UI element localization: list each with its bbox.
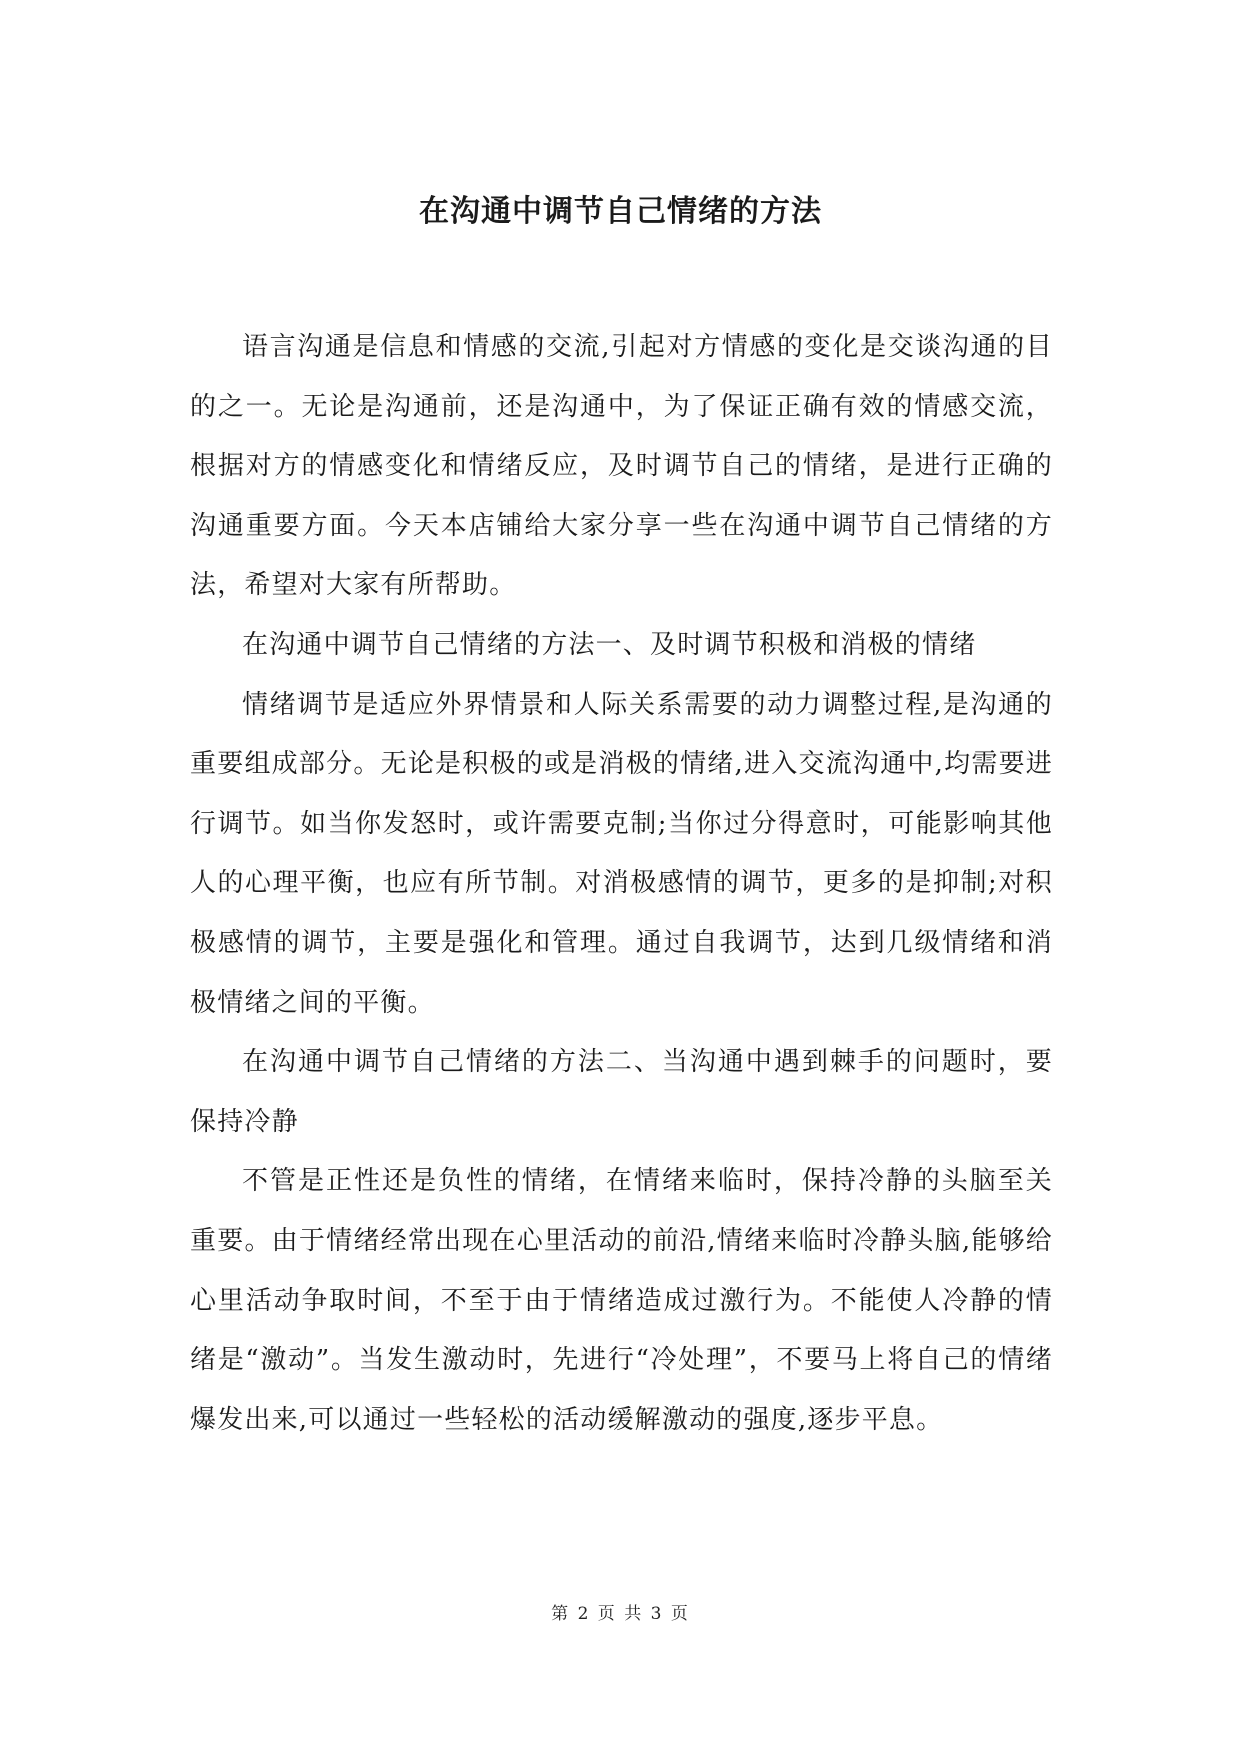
paragraph-method-two: 不管是正性还是负性的情绪，在情绪来临时，保持冷静的头脑至关重要。由于情绪经常出现在心里活动的前沿,情绪来临时冷静头脑,能够给心里活动争取时间，不至于由于情绪造成过激行为。不能使人冷静的情绪是“激动”。当发生激动时，先进行“冷处理”，不要马上将自己的情绪爆发出来,可以通过一些轻松的活动缓解激动的强度,逐步平息。 [190, 1166, 1053, 1435]
document-body [190, 318, 1053, 1450]
page-number-footer: 第 2 页 共 3 页 [551, 1604, 690, 1624]
document-title: 在沟通中调节自己情绪的方法 [419, 194, 822, 229]
section-heading-method-one: 在沟通中调节自己情绪的方法一、及时调节积极和消极的情绪 [242, 629, 977, 660]
paragraph-intro: 语言沟通是信息和情感的交流,引起对方情感的变化是交谈沟通的目的之一。无论是沟通前，还是沟通中，为了保证正确有效的情感交流，根据对方的情感变化和情绪反应，及时调节自己的情绪，是进行正确的沟通重要方面。今天本店铺给大家分享一些在沟通中调节自己情绪的方法，希望对大家有所帮助。 [190, 332, 1053, 601]
paragraph-method-one: 情绪调节是适应外界情景和人际关系需要的动力调整过程,是沟通的重要组成部分。无论是积极的或是消极的情绪,进入交流沟通中,均需要进行调节。如当你发怒时，或许需要克制;当你过分得意时，可能影响其他人的心理平衡，也应有所节制。对消极感情的调节，更多的是抑制;对积极感情的调节，主要是强化和管理。通过自我调节，达到几级情绪和消极情绪之间的平衡。 [190, 689, 1053, 1018]
section-heading-method-two: 在沟通中调节自己情绪的方法二、当沟通中遇到棘手的问题时，要保持冷静 [190, 1047, 1053, 1137]
